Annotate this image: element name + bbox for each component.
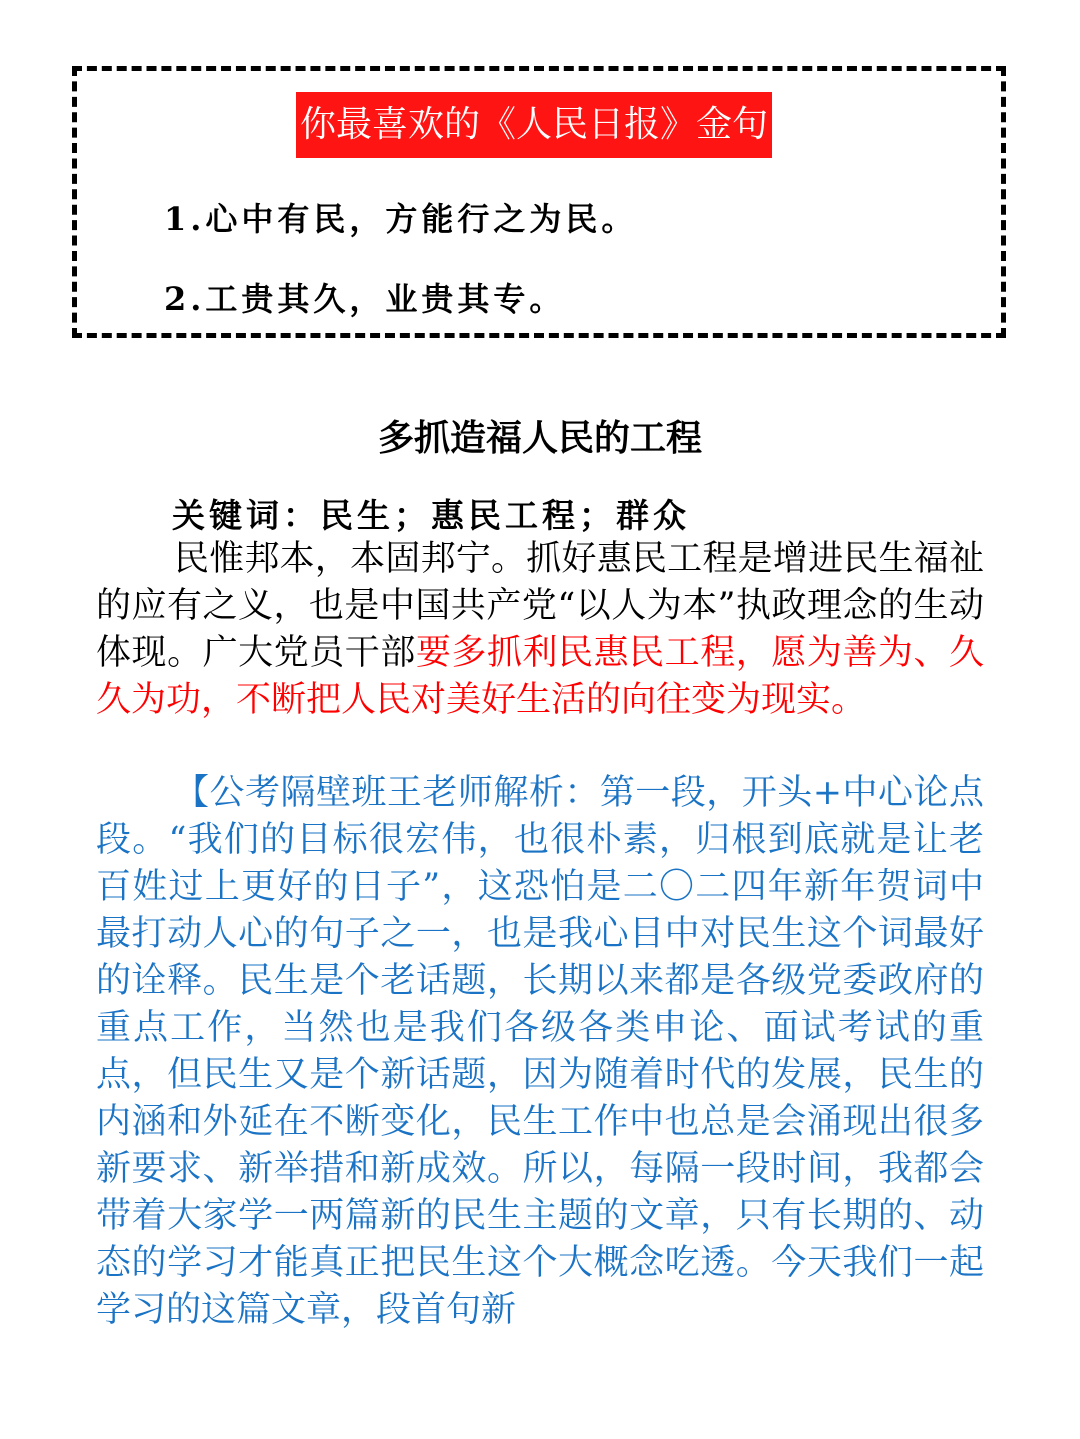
article-paragraph (96, 536, 984, 724)
paragraph-highlight: 要多抓利民惠民工程，愿为善为、久久为功，不断把人民对美好生活的向往变为现实。 (96, 633, 984, 720)
analysis-paragraph: 【公考隔壁班王老师解析：第一段，开头+中心论点段。“我们的目标很宏伟，也很朴素，归根到底就是让老百姓过上更好的日子”，这恐怕是二〇二四年新年贺词中最打动人心的句子之一，也是我心目中对民生这个词最好的诠释。民生是个老话题，长期以来都是各级党委政府的重点工作，当然也是我们各级各类申论、面试考试的重点，但民生又是个新话题，因为随着时代的发展，民生的内涵和外延在不断变化，民生工作中也总是会涌现出很多新要求、新举措和新成效。所以，每隔一段时间，我都会带着大家学一两篇新的民生主题的文章，只有长期的、动态的学习才能真正把民生这个大概念吃透。今天我们一起学习的这篇文章，段首句新 (96, 773, 984, 1330)
quote-banner: 你最喜欢的《人民日报》金句 (296, 92, 772, 158)
quote-item-2: 2.工贵其久，业贵其专。 (164, 280, 566, 318)
article-keywords: 关键词：民生；惠民工程；群众 (172, 496, 690, 535)
quote-item-1: 1.心中有民，方能行之为民。 (164, 200, 638, 238)
article-title: 多抓造福人民的工程 (377, 417, 702, 459)
paragraph-text: 民惟邦本，本固邦宁。抓好惠民工程是增进民生福祉的应有之义，也是中国共产党“以人为本”执政理念的生动体现。广大党员干部 (96, 539, 984, 673)
